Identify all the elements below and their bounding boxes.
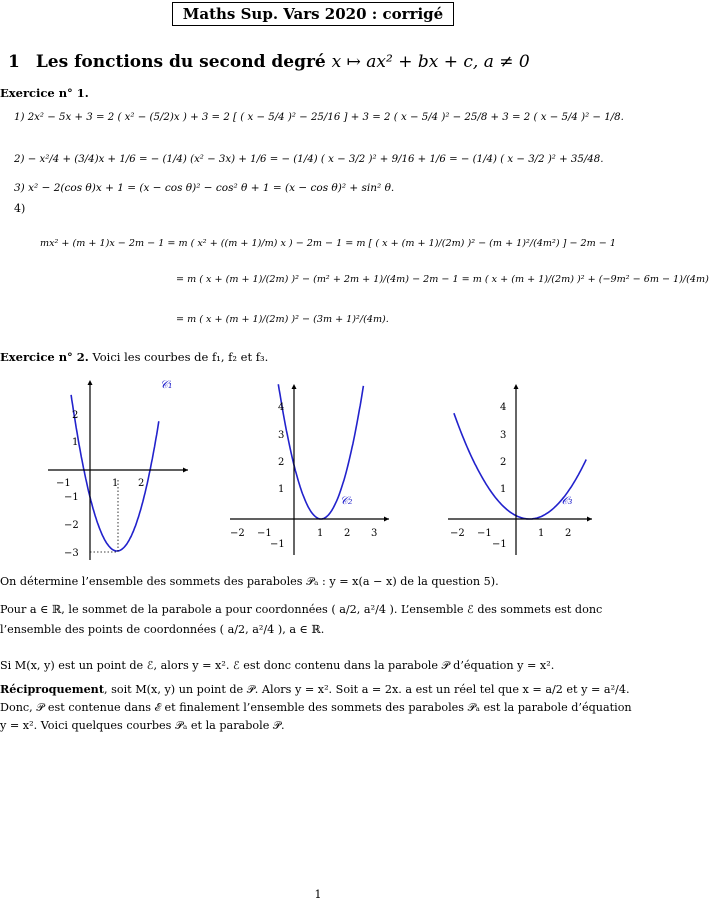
y-tick-label: 4 — [500, 402, 507, 413]
y-axis-arrow — [292, 384, 297, 389]
graph-c1 — [40, 372, 190, 562]
x-axis-arrow — [384, 517, 389, 522]
x-tick-label: 3 — [371, 528, 378, 539]
x-tick-label: 1 — [317, 528, 324, 539]
y-tick-label: 4 — [278, 402, 285, 413]
paragraph-3: Si M(x, y) est un point de ℰ, alors y = x². ℰ est donc contenu dans la parabole 𝒫 d’équation y = x². — [0, 659, 555, 672]
exercise-1-label: Exercice n° 1. — [0, 86, 89, 100]
dotted-guides — [90, 480, 118, 552]
section-number: 1 — [8, 52, 20, 72]
x-tick-label: −1 — [56, 478, 71, 489]
document-title: Maths Sup. Vars 2020 : corrigé — [172, 2, 454, 26]
equation-4-label: 4) — [14, 202, 26, 215]
curve-label: 𝒞₂ — [340, 494, 353, 507]
y-tick-label: 3 — [278, 430, 285, 441]
x-tick-label: −1 — [257, 528, 272, 539]
x-tick-label: 2 — [138, 478, 145, 489]
section-title: Les fonctions du second degré — [35, 52, 326, 72]
curve-label: 𝒞₃ — [560, 494, 573, 507]
curve-c1 — [71, 395, 159, 551]
y-tick-label: 2 — [278, 457, 285, 468]
x-tick-label: −1 — [477, 528, 492, 539]
paragraph-2: Pour a ∈ ℝ, le sommet de la parabole a pour coordonnées ( a/2, a²/4 ). L’ensemble ℰ des sommets est donc l’ensemble des points de coordonnées ( a/2, a²/4 ), a ∈ ℝ. — [0, 603, 603, 636]
equation-2: 2) − x²/4 + (3/4)x + 1/6 = − (1/4) (x² − 3x) + 1/6 = − (1/4) ( x − 3/2 )² + 9/16 + 1/6 = − (1/4) ( x − 3/2 )² + 35/48. — [14, 154, 604, 165]
graph-c2 — [226, 380, 391, 560]
x-axis-arrow — [587, 517, 592, 522]
y-tick-label: 3 — [500, 430, 507, 441]
y-tick-label: −2 — [64, 520, 79, 531]
x-tick-label: 2 — [344, 528, 351, 539]
section-formula: x ↦ ax² + bx + c, a ≠ 0 — [331, 52, 530, 72]
y-tick-label: 1 — [72, 437, 79, 448]
curve-label: 𝒞₁ — [160, 378, 173, 391]
paragraph-4-emphasis: Réciproquement — [0, 682, 104, 696]
equation-4-line-1: mx² + (m + 1)x − 2m − 1 = m ( x² + ((m + 1)/m) x ) − 2m − 1 = m [ ( x + (m + 1)/(2m) )² − (m + 1)²/(4m²) ] − 2m − 1 — [40, 238, 616, 249]
x-axis-arrow — [183, 468, 188, 473]
x-tick-label: 2 — [565, 528, 572, 539]
y-tick-label: −3 — [64, 548, 79, 559]
y-tick-label: 2 — [72, 410, 79, 421]
y-tick-label: 2 — [500, 457, 507, 468]
x-tick-label: −2 — [450, 528, 465, 539]
y-tick-label: −1 — [64, 492, 79, 503]
x-tick-label: 1 — [112, 478, 119, 489]
paragraph-4 — [0, 680, 632, 735]
equation-3: 3) x² − 2(cos θ)x + 1 = (x − cos θ)² − cos² θ + 1 = (x − cos θ)² + sin² θ. — [14, 182, 395, 194]
equation-4-line-3: = m ( x + (m + 1)/(2m) )² − (3m + 1)²/(4m). — [176, 314, 389, 325]
exercise-2-intro: Voici les courbes de f₁, f₂ et f₃. — [92, 350, 269, 364]
y-tick-label: 1 — [500, 484, 507, 495]
x-tick-label: −2 — [230, 528, 245, 539]
y-axis-arrow — [88, 380, 93, 385]
y-tick-label: −1 — [270, 539, 285, 550]
y-tick-label: −1 — [492, 539, 507, 550]
paragraph-4-body: , soit M(x, y) un point de 𝒫. Alors y = x². Soit a = 2x. a est un réel tel que x = a/2 et y = a²/4. Donc, 𝒫 est contenue dans ℰ et finalement l’ensemble des sommets des paraboles 𝒫ₐ est la parabole d’équation y = x². Voici quelques courbes 𝒫ₐ et la parabole 𝒫. — [0, 683, 632, 732]
section-heading — [8, 52, 530, 72]
exercise-2-heading — [0, 350, 268, 364]
y-axis-arrow — [514, 384, 519, 389]
y-tick-label: 1 — [278, 484, 285, 495]
page-number: 1 — [314, 888, 322, 901]
equation-1: 1) 2x² − 5x + 3 = 2 ( x² − (5/2)x ) + 3 = 2 [ ( x − 5/4 )² − 25/16 ] + 3 = 2 ( x − 5/4 )² − 25/8 + 3 = 2 ( x − 5/4 )² − 1/8. — [14, 112, 624, 123]
paragraph-1: On détermine l’ensemble des sommets des paraboles 𝒫ₐ : y = x(a − x) de la question 5). — [0, 575, 499, 588]
x-tick-label: 1 — [538, 528, 545, 539]
equation-4-line-2: = m ( x + (m + 1)/(2m) )² − (m² + 2m + 1)/(4m) − 2m − 1 = m ( x + (m + 1)/(2m) )² + (−9m² − 6m − 1)/(4m) — [176, 274, 709, 285]
graph-c3 — [444, 380, 594, 560]
exercise-2-label: Exercice n° 2. — [0, 350, 89, 364]
